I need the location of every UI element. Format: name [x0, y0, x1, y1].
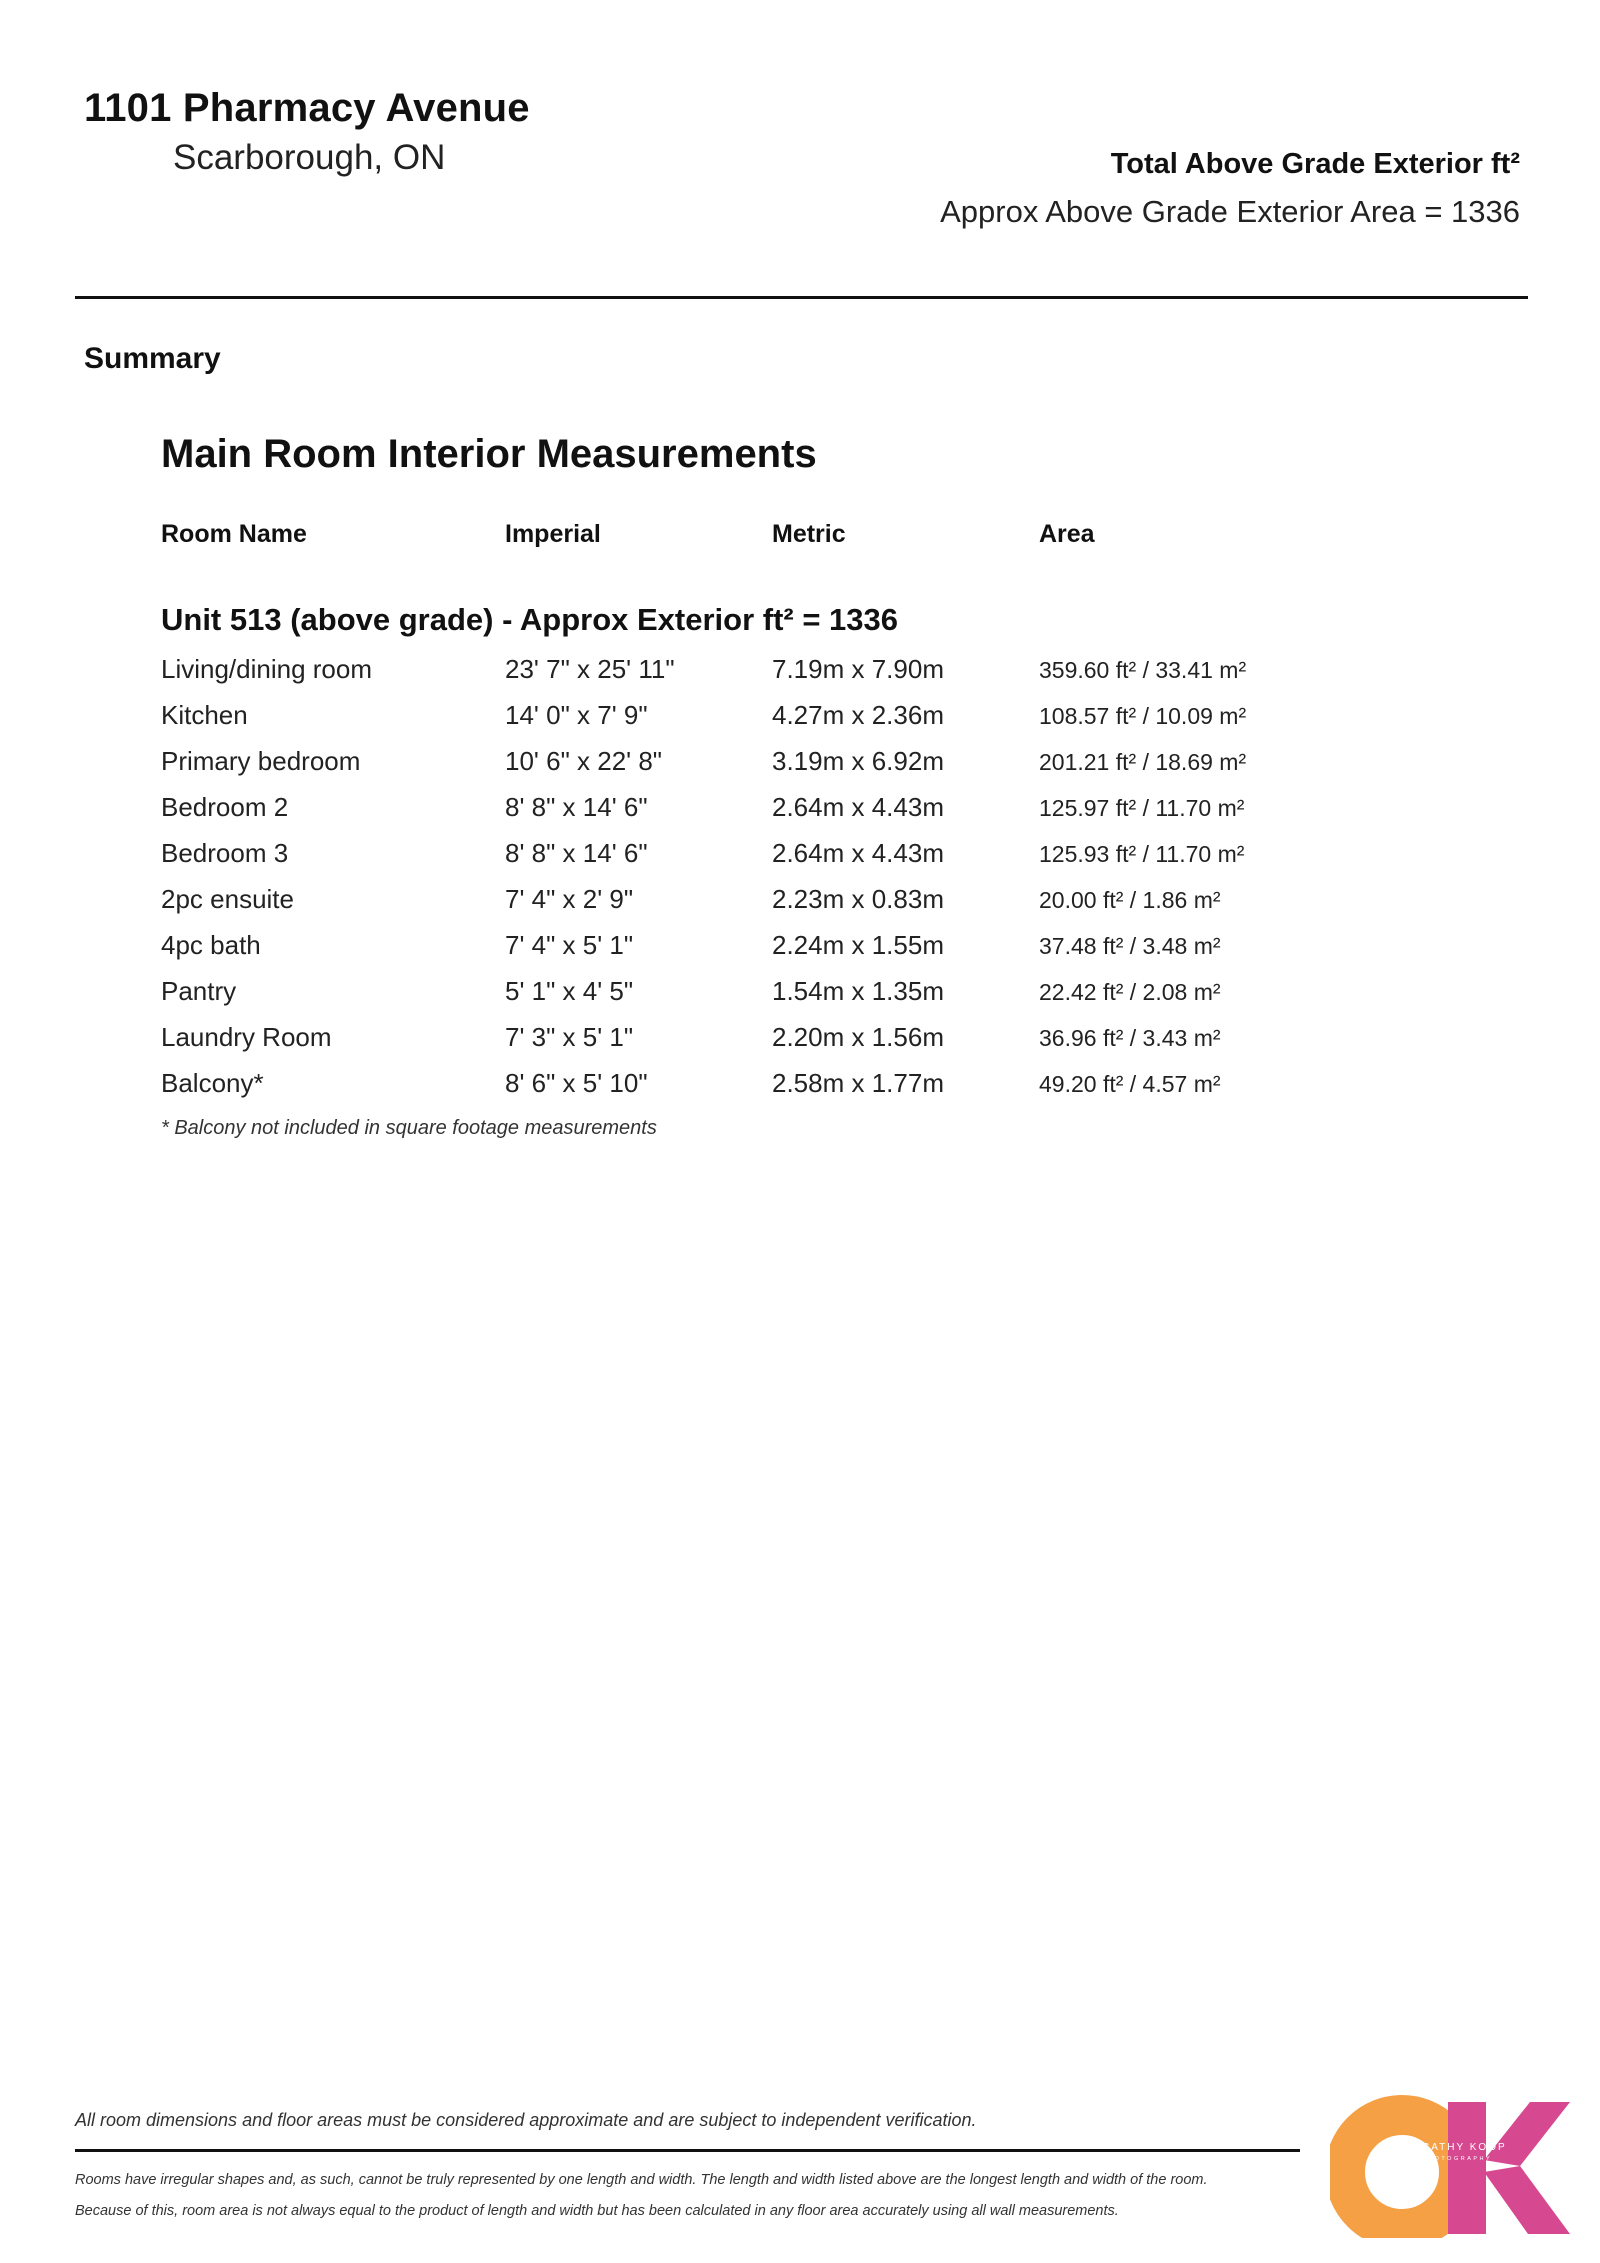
- logo-o-shape: [1345, 2115, 1459, 2229]
- table-row: [161, 1062, 1361, 1108]
- room-name: Primary bedroom: [161, 746, 361, 776]
- property-address: 1101 Pharmacy Avenue: [84, 86, 530, 130]
- room-name: Bedroom 3: [161, 838, 289, 868]
- total-area-value: Approx Above Grade Exterior Area = 1336: [940, 194, 1520, 229]
- room-name: Balcony*: [161, 1068, 264, 1098]
- room-metric: 7.19m x 7.90m: [772, 654, 944, 684]
- section-title: Main Room Interior Measurements: [161, 432, 817, 476]
- column-header-room-name: Room Name: [161, 520, 307, 548]
- cathy-koop-logo: [1330, 2088, 1570, 2238]
- room-area: 37.48 ft² / 3.48 m²: [1039, 933, 1221, 959]
- room-area: 359.60 ft² / 33.41 m²: [1039, 657, 1247, 683]
- footer-divider: [75, 2149, 1300, 2152]
- room-area: 49.20 ft² / 4.57 m²: [1039, 1071, 1221, 1097]
- balcony-footnote: * Balcony not included in square footage measurements: [161, 1117, 657, 1139]
- room-name: 2pc ensuite: [161, 884, 294, 914]
- room-metric: 1.54m x 1.35m: [772, 976, 944, 1006]
- room-metric: 2.64m x 4.43m: [772, 838, 944, 868]
- disclaimer-approximate: All room dimensions and floor areas must be considered approximate and are subject to independent verification.: [75, 2110, 977, 2130]
- column-header-metric: Metric: [772, 520, 846, 548]
- room-imperial: 10' 6" x 22' 8": [505, 746, 663, 776]
- room-name: Bedroom 2: [161, 792, 289, 822]
- logo-text-name: CATHY KOOP: [1422, 2142, 1507, 2153]
- room-imperial: 23' 7" x 25' 11": [505, 654, 675, 684]
- room-imperial: 8' 6" x 5' 10": [505, 1068, 648, 1098]
- room-metric: 2.20m x 1.56m: [772, 1022, 944, 1052]
- table-row: [161, 648, 1361, 694]
- total-area-title: Total Above Grade Exterior ft²: [1110, 148, 1520, 180]
- room-name: Pantry: [161, 976, 237, 1006]
- table-row: [161, 786, 1361, 832]
- room-imperial: 7' 4" x 5' 1": [505, 930, 634, 960]
- table-row: [161, 878, 1361, 924]
- room-imperial: 7' 4" x 2' 9": [505, 884, 634, 914]
- room-metric: 3.19m x 6.92m: [772, 746, 944, 776]
- disclaimer-area-calculation: Because of this, room area is not always equal to the product of length and width but has been calculated in any floor area accurately using all wall measurements.: [75, 2203, 1119, 2219]
- property-city: Scarborough, ON: [173, 138, 446, 177]
- table-row: [161, 740, 1361, 786]
- room-area: 20.00 ft² / 1.86 m²: [1039, 887, 1221, 913]
- table-row: [161, 832, 1361, 878]
- room-area: 125.97 ft² / 11.70 m²: [1039, 795, 1245, 821]
- room-imperial: 14' 0" x 7' 9": [505, 700, 648, 730]
- summary-label: Summary: [84, 342, 221, 375]
- room-name: Kitchen: [161, 700, 248, 730]
- logo-text-photography: PHOTOGRAPHY: [1422, 2156, 1493, 2162]
- room-area: 22.42 ft² / 2.08 m²: [1039, 979, 1221, 1005]
- room-area: 125.93 ft² / 11.70 m²: [1039, 841, 1245, 867]
- room-imperial: 8' 8" x 14' 6": [505, 838, 648, 868]
- room-area: 36.96 ft² / 3.43 m²: [1039, 1025, 1221, 1051]
- room-metric: 4.27m x 2.36m: [772, 700, 944, 730]
- room-metric: 2.23m x 0.83m: [772, 884, 944, 914]
- column-header-imperial: Imperial: [505, 520, 601, 548]
- room-name: Laundry Room: [161, 1022, 332, 1052]
- room-metric: 2.24m x 1.55m: [772, 930, 944, 960]
- header-divider: [75, 296, 1528, 299]
- room-metric: 2.64m x 4.43m: [772, 792, 944, 822]
- room-area: 201.21 ft² / 18.69 m²: [1039, 749, 1247, 775]
- table-row: [161, 970, 1361, 1016]
- room-name: 4pc bath: [161, 930, 261, 960]
- table-row: [161, 924, 1361, 970]
- disclaimer-irregular-shapes: Rooms have irregular shapes and, as such, cannot be truly represented by one length and width. The length and width listed above are the longest length and width of the room.: [75, 2172, 1208, 2188]
- logo-k-stem: [1448, 2102, 1486, 2234]
- room-imperial: 8' 8" x 14' 6": [505, 792, 648, 822]
- table-row: [161, 694, 1361, 740]
- room-metric: 2.58m x 1.77m: [772, 1068, 944, 1098]
- room-imperial: 7' 3" x 5' 1": [505, 1022, 634, 1052]
- column-header-area: Area: [1039, 520, 1095, 548]
- unit-heading: Unit 513 (above grade) - Approx Exterior ft² = 1336: [161, 602, 899, 637]
- room-imperial: 5' 1" x 4' 5": [505, 976, 634, 1006]
- room-area: 108.57 ft² / 10.09 m²: [1039, 703, 1247, 729]
- logo-k-lower-leg: [1484, 2166, 1570, 2234]
- table-row: [161, 1016, 1361, 1062]
- room-name: Living/dining room: [161, 654, 373, 684]
- logo-k-upper-arm: [1484, 2102, 1570, 2166]
- room-table: [161, 648, 1361, 1108]
